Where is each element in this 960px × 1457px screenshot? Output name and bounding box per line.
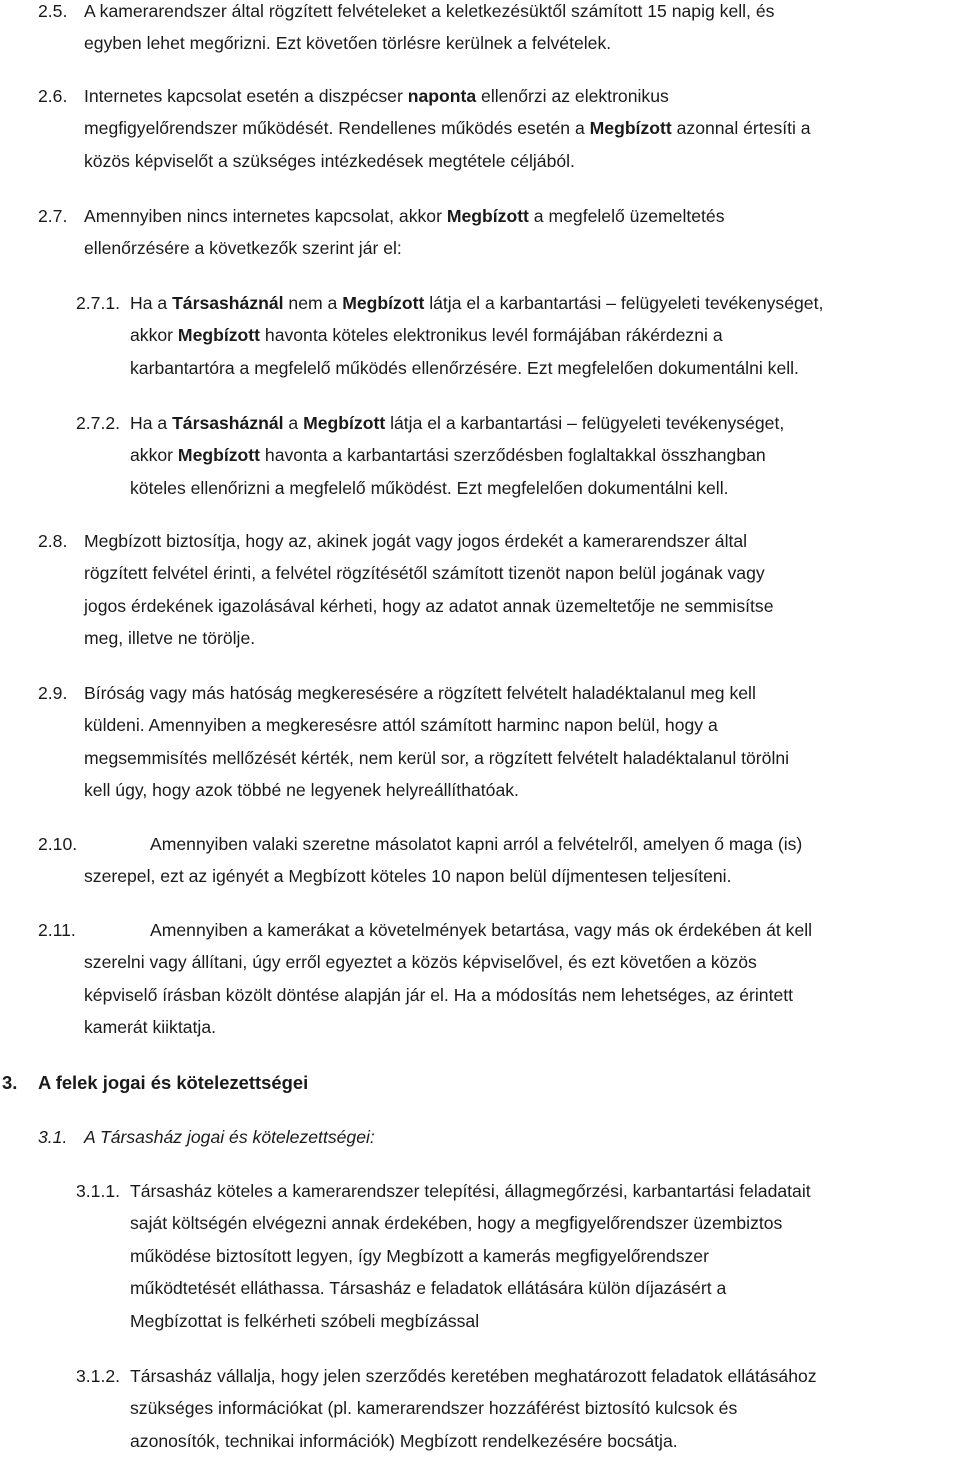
text-run: azonosítók, technikai információk) Megbízott rendelkezésére bocsátja. xyxy=(130,1430,678,1451)
text-line xyxy=(130,352,823,384)
section-number: 3.1. xyxy=(38,1127,68,1147)
section-number: 2.7.2. xyxy=(76,413,121,433)
text-run: szerelni vagy állítani, úgy erről egyeztet a közös képviselővel, és ezt követően a közös xyxy=(84,952,757,973)
text-run: a xyxy=(283,413,304,433)
text-line xyxy=(84,774,789,806)
text-line xyxy=(84,200,725,232)
text-line xyxy=(130,1392,817,1424)
section-number: 2.10. xyxy=(38,834,78,854)
section-text xyxy=(84,677,789,807)
bold-run: Megbízott xyxy=(177,325,261,346)
text-line xyxy=(84,677,789,709)
text-line xyxy=(84,525,774,557)
text-run: A kamerarendszer által rögzített felvételeket a keletkezésüktől számított 15 napig kell, és xyxy=(84,1,775,21)
bold-run: Megbízott xyxy=(303,413,386,433)
text-run: Bíróság vagy más hatóság megkeresésére a rögzített felvételt haladéktalanul meg kell xyxy=(84,683,756,703)
text-line xyxy=(130,1425,817,1457)
text-run: kamerát kiiktatja. xyxy=(84,1017,216,1038)
text-line xyxy=(84,709,789,741)
text-line xyxy=(84,232,725,264)
text-run: Megbízott biztosítja, hogy az, akinek jogát vagy jogos érdekét a kamerarendszer által xyxy=(84,531,748,551)
text-line xyxy=(84,828,802,860)
text-line xyxy=(130,472,784,504)
section-number: 2.11. xyxy=(38,920,76,940)
text-run: Társasház köteles a kamerarendszer telepítési, állagmegőrzési, karbantartási feladatait xyxy=(130,1181,811,1201)
text-run: karbantartóra a megfelelő működés ellenőrzésére. Ezt megfelelően dokumentálni kell. xyxy=(130,357,799,378)
section-title: A Társasház jogai és kötelezettségei: xyxy=(84,1127,375,1147)
bold-run: naponta xyxy=(407,86,477,106)
text-line xyxy=(84,590,774,622)
bold-run: Megbízott xyxy=(446,206,529,226)
section-text xyxy=(84,80,811,177)
text-line xyxy=(84,27,774,59)
text-run: Ha a xyxy=(130,293,173,313)
section-number: 2.9. xyxy=(38,683,68,703)
text-run: képviselő írásban közölt döntése alapján jár el. Ha a módosítás nem lehetséges, az érintett xyxy=(84,984,794,1005)
text-run: Amennyiben a kamerákat a követelmények betartása, vagy más ok érdekében át kell xyxy=(150,920,813,940)
text-line xyxy=(130,1360,817,1392)
text-run: szerepel, ezt az igényét a Megbízott köteles 10 napon belül díjmentesen teljesíteni. xyxy=(84,866,732,887)
section-number: 3.1.1. xyxy=(76,1181,121,1201)
text-line xyxy=(130,1175,811,1207)
text-run: köteles ellenőrizni a megfelelő működést. Ezt megfelelően dokumentálni kell. xyxy=(130,477,729,498)
text-run: Internetes kapcsolat esetén a diszpécser xyxy=(84,86,408,106)
text-line xyxy=(84,145,811,177)
text-line xyxy=(84,622,774,654)
text-run: havonta köteles elektronikus levél formájában rákérdezni a xyxy=(260,325,723,346)
section-title: A felek jogai és kötelezettségei xyxy=(38,1072,309,1093)
text-line xyxy=(84,946,812,978)
text-run: Megbízottat is felkérheti szóbeli megbízással xyxy=(130,1310,480,1331)
section-text xyxy=(130,1175,811,1337)
text-run: Ha a xyxy=(130,413,173,433)
section-number: 2.5. xyxy=(38,1,68,21)
text-run: rögzített felvétel érinti, a felvétel rögzítésétől számított tizenöt napon belül jogának vagy xyxy=(84,563,765,584)
text-line xyxy=(84,112,811,144)
text-line xyxy=(84,914,812,946)
text-run: megfigyelőrendszer működését. Rendellenes működés esetén a xyxy=(84,118,590,139)
text-line xyxy=(130,439,784,471)
section-text xyxy=(84,828,802,893)
text-run: látja el a karbantartási – felügyeleti tevékenységet, xyxy=(424,293,824,313)
text-line xyxy=(84,979,812,1011)
text-run: Amennyiben nincs internetes kapcsolat, akkor xyxy=(84,206,447,226)
text-run: Amennyiben valaki szeretne másolatot kapni arról a felvételről, amelyen ő maga (is) xyxy=(150,834,803,854)
section-number: 3.1.2. xyxy=(76,1366,121,1386)
section-text xyxy=(130,287,823,384)
text-run: a megfelelő üzemeltetés xyxy=(528,206,725,226)
text-line xyxy=(130,287,823,319)
bold-run: Társasháznál xyxy=(172,293,284,313)
text-line xyxy=(130,319,823,351)
text-run: jogos érdekének igazolásával kérheti, hogy az adatot annak üzemeltetője ne semmisítse xyxy=(84,595,774,616)
text-run: meg, illetve ne törölje. xyxy=(84,628,256,649)
text-run: küldeni. Amennyiben a megkeresésre attól számított harminc napon belül, hogy a xyxy=(84,715,718,736)
section-number: 3. xyxy=(2,1072,18,1093)
bold-run: Megbízott xyxy=(342,293,425,313)
section-number: 2.7.1. xyxy=(76,293,121,313)
text-run: ellenőrzésére a következők szerint jár el: xyxy=(84,238,402,259)
text-run: működtetését elláthassa. Társasház e feladatok ellátására külön díjazásért a xyxy=(130,1278,727,1299)
text-run: azonnal értesíti a xyxy=(671,118,811,139)
text-run: megsemmisítés mellőzését kérték, nem kerül sor, a rögzített felvételt haladéktalanul törölni xyxy=(84,747,790,768)
text-run: akkor xyxy=(130,325,178,346)
text-run: ellenőrzi az elektronikus xyxy=(476,86,669,106)
text-run: akkor xyxy=(130,445,178,466)
section-text xyxy=(130,1360,817,1457)
bold-run: Megbízott xyxy=(177,445,261,466)
text-run: működése biztosított legyen, így Megbízott a kamerás megfigyelőrendszer xyxy=(130,1245,709,1266)
text-line xyxy=(84,860,802,892)
text-line xyxy=(130,1272,811,1304)
text-run: saját költségén elvégezni annak érdekében, hogy a megfigyelőrendszer üzembiztos xyxy=(130,1213,783,1234)
section-text xyxy=(84,0,774,60)
section-text xyxy=(130,407,784,504)
text-line xyxy=(130,1305,811,1337)
text-run: látja el a karbantartási – felügyeleti tevékenységet, xyxy=(385,413,785,433)
section-text xyxy=(84,914,812,1044)
bold-run: Megbízott xyxy=(589,118,672,139)
section-number: 2.6. xyxy=(38,86,68,106)
section-text xyxy=(84,200,725,265)
text-line xyxy=(84,557,774,589)
section-number: 2.8. xyxy=(38,531,68,551)
text-line xyxy=(130,407,784,439)
section-text xyxy=(84,525,774,655)
text-line xyxy=(130,1207,811,1239)
text-run: szükséges információkat (pl. kamerarendszer hozzáférést biztosító kulcsok és xyxy=(130,1398,738,1419)
bold-run: Társasháznál xyxy=(172,413,284,433)
text-run: Társasház vállalja, hogy jelen szerződés keretében meghatározott feladatok ellátásához xyxy=(130,1366,817,1386)
section-number: 2.7. xyxy=(38,206,68,226)
text-line xyxy=(130,1240,811,1272)
text-run: közös képviselőt a szükséges intézkedések megtétele céljából. xyxy=(84,150,575,171)
text-line xyxy=(84,1011,812,1043)
text-line xyxy=(84,80,811,112)
text-line xyxy=(84,742,789,774)
text-run: nem a xyxy=(283,293,343,313)
text-run: egyben lehet megőrizni. Ezt követően törlésre kerülnek a felvételek. xyxy=(84,33,612,54)
text-run: kell úgy, hogy azok többé ne legyenek helyreállíthatóak. xyxy=(84,780,519,801)
text-run: havonta a karbantartási szerződésben foglaltakkal összhangban xyxy=(260,445,766,466)
text-line xyxy=(84,0,774,27)
